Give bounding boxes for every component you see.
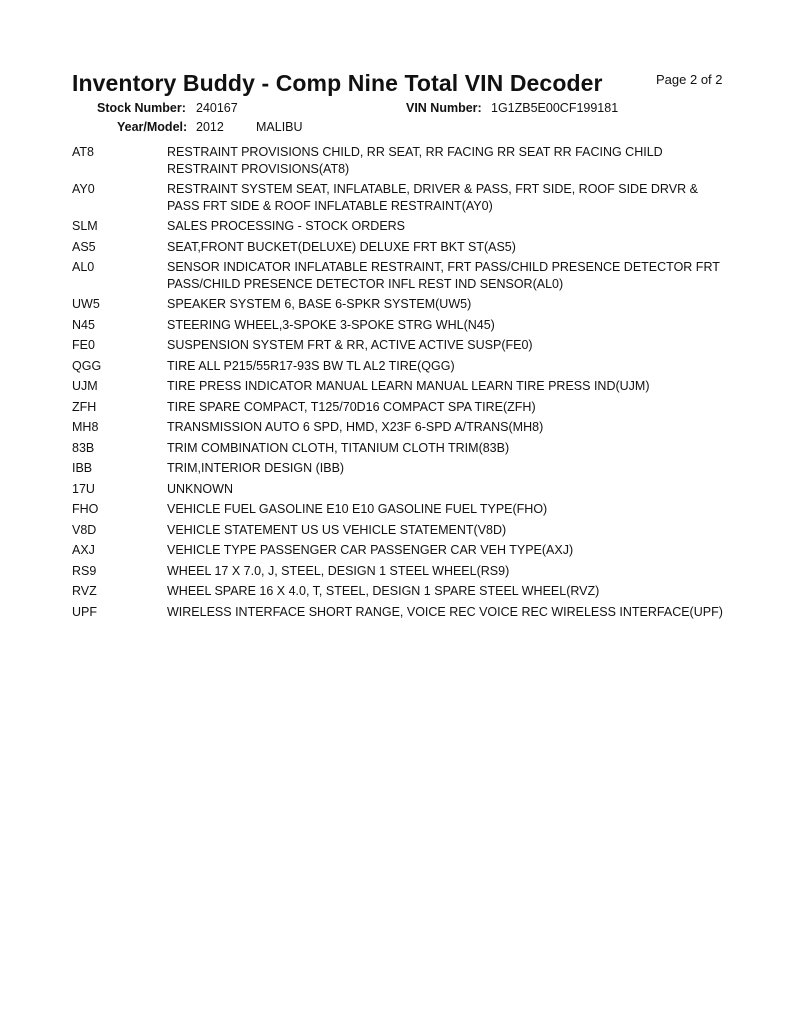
option-row xyxy=(72,296,732,313)
option-description: TRIM COMBINATION CLOTH, TITANIUM CLOTH TRIM(83B) xyxy=(167,440,510,455)
option-row xyxy=(72,239,732,256)
option-description: WHEEL 17 X 7.0, J, STEEL, DESIGN 1 STEEL WHEEL(RS9) xyxy=(167,563,510,578)
option-description: SUSPENSION SYSTEM FRT & RR, ACTIVE ACTIVE SUSP(FE0) xyxy=(167,338,533,352)
option-row xyxy=(72,419,732,436)
option-row xyxy=(72,563,732,580)
vin-number-value: 1G1ZB5E00CF199181 xyxy=(491,101,619,115)
option-row xyxy=(72,259,732,292)
option-description: TRANSMISSION AUTO 6 SPD, HMD, X23F 6-SPD A/TRANS(MH8) xyxy=(167,420,544,434)
option-row xyxy=(72,337,732,354)
option-row xyxy=(72,144,732,177)
option-description: WHEEL SPARE 16 X 4.0, T, STEEL, DESIGN 1 SPARE STEEL WHEEL(RVZ) xyxy=(167,584,600,598)
option-description: TIRE PRESS INDICATOR MANUAL LEARN MANUAL LEARN TIRE PRESS IND(UJM) xyxy=(167,379,650,393)
option-code: ZFH xyxy=(72,399,97,414)
option-code: MH8 xyxy=(72,420,99,434)
option-row xyxy=(72,481,732,498)
stock-number-label: Stock Number: xyxy=(97,101,186,115)
option-code: FE0 xyxy=(72,338,95,352)
option-description: STEERING WHEEL,3-SPOKE 3-SPOKE STRG WHL(N45) xyxy=(167,317,495,332)
option-code: AL0 xyxy=(72,260,95,274)
option-row xyxy=(72,317,732,334)
vin-number-label: VIN Number: xyxy=(406,101,482,115)
option-code: SLM xyxy=(72,219,98,233)
option-description: TIRE SPARE COMPACT, T125/70D16 COMPACT SPA TIRE(ZFH) xyxy=(167,399,536,414)
option-code: QGG xyxy=(72,358,102,373)
year-value: 2012 xyxy=(196,120,224,134)
option-code: UPF xyxy=(72,604,97,619)
option-row xyxy=(72,583,732,600)
option-code: AT8 xyxy=(72,145,94,159)
page-title: Inventory Buddy - Comp Nine Total VIN Decoder xyxy=(72,70,603,96)
option-row xyxy=(72,440,732,457)
option-code: FHO xyxy=(72,502,99,516)
model-value: MALIBU xyxy=(256,120,303,134)
option-code: IBB xyxy=(72,461,93,475)
option-description: VEHICLE STATEMENT US US VEHICLE STATEMENT(V8D) xyxy=(167,522,507,537)
option-description: RESTRAINT PROVISIONS CHILD, RR SEAT, RR FACING RR SEAT RR FACING CHILD RESTRAINT PROVISIONS(AT8) xyxy=(167,145,663,176)
option-description: SPEAKER SYSTEM 6, BASE 6-SPKR SYSTEM(UW5) xyxy=(167,297,472,311)
option-description: UNKNOWN xyxy=(167,481,233,496)
option-code: UW5 xyxy=(72,297,100,311)
option-code: 17U xyxy=(72,481,95,496)
option-row xyxy=(72,501,732,518)
option-code: V8D xyxy=(72,522,97,537)
option-code: N45 xyxy=(72,317,95,332)
option-row xyxy=(72,522,732,539)
option-row xyxy=(72,542,732,559)
option-row xyxy=(72,399,732,416)
option-description: VEHICLE TYPE PASSENGER CAR PASSENGER CAR VEH TYPE(AXJ) xyxy=(167,543,574,557)
option-row xyxy=(72,358,732,375)
option-description: SEAT,FRONT BUCKET(DELUXE) DELUXE FRT BKT ST(AS5) xyxy=(167,239,516,254)
option-code: RVZ xyxy=(72,584,97,598)
option-code: AS5 xyxy=(72,239,96,254)
option-code: UJM xyxy=(72,379,98,393)
option-code: AY0 xyxy=(72,182,95,196)
stock-number-value: 240167 xyxy=(196,101,238,115)
option-row xyxy=(72,378,732,395)
option-row xyxy=(72,181,732,214)
year-model-label: Year/Model: xyxy=(117,120,188,134)
option-code: RS9 xyxy=(72,563,97,578)
option-description: SALES PROCESSING - STOCK ORDERS xyxy=(167,219,406,233)
option-description: TIRE ALL P215/55R17-93S BW TL AL2 TIRE(QGG) xyxy=(167,358,455,373)
option-code: 83B xyxy=(72,440,95,455)
page-number: Page 2 of 2 xyxy=(656,72,723,87)
option-description: WIRELESS INTERFACE SHORT RANGE, VOICE REC VOICE REC WIRELESS INTERFACE(UPF) xyxy=(167,604,723,619)
option-description: TRIM,INTERIOR DESIGN (IBB) xyxy=(167,461,345,475)
option-row xyxy=(72,218,732,235)
option-code: AXJ xyxy=(72,543,95,557)
option-description: RESTRAINT SYSTEM SEAT, INFLATABLE, DRIVER & PASS, FRT SIDE, ROOF SIDE DRVR & PASS FRT SIDE & ROOF INFLATABLE RESTRAINT(AY0) xyxy=(167,182,698,213)
option-code-list xyxy=(72,144,732,624)
option-row xyxy=(72,604,732,621)
option-row xyxy=(72,460,732,477)
option-description: VEHICLE FUEL GASOLINE E10 E10 GASOLINE FUEL TYPE(FHO) xyxy=(167,502,548,516)
option-description: SENSOR INDICATOR INFLATABLE RESTRAINT, FRT PASS/CHILD PRESENCE DETECTOR FRT PASS/CHILD PRESENCE DETECTOR INFL REST IND SENSOR(AL0) xyxy=(167,260,720,291)
